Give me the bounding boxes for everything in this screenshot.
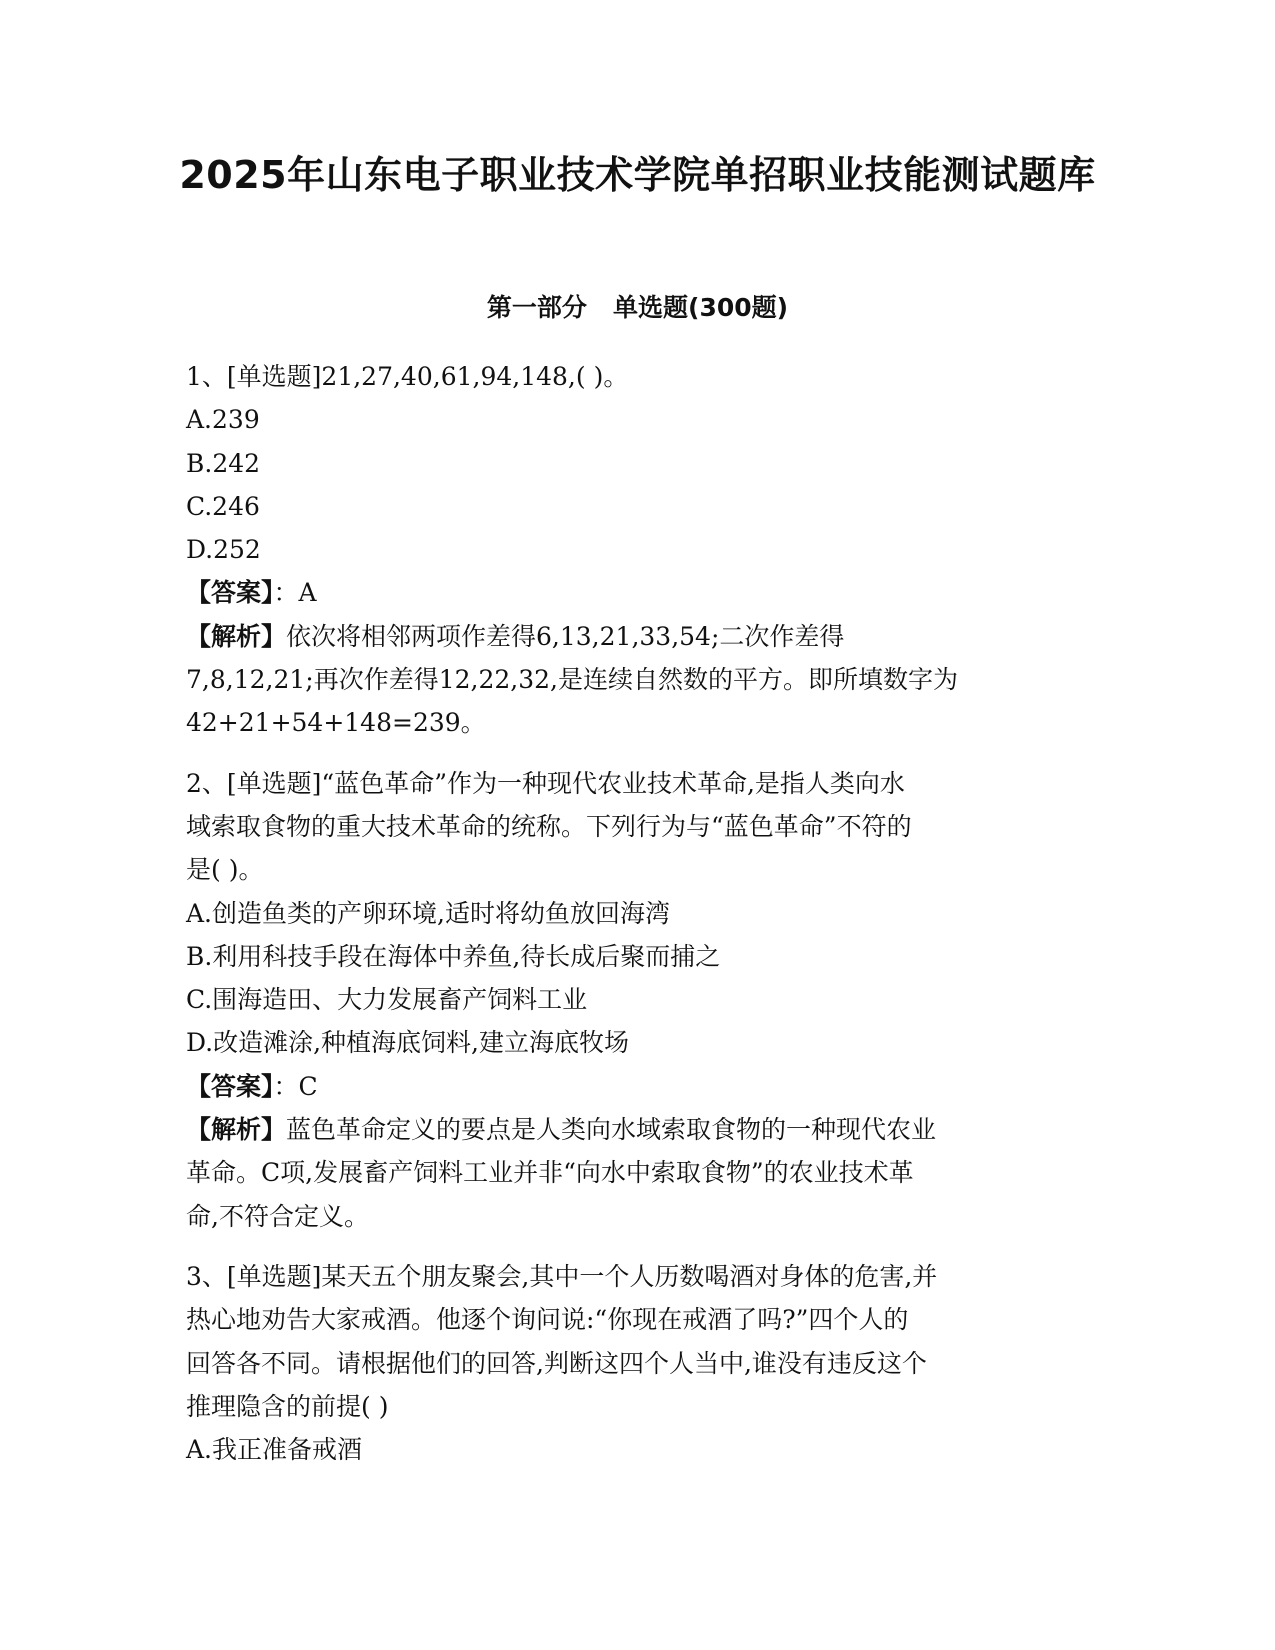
answer-label: 【答案】 bbox=[186, 578, 274, 608]
question-stem: 2、[单选题]“蓝色革命”作为一种现代农业技术革命,是指人类向水 bbox=[186, 768, 905, 798]
option-d: D.252 bbox=[186, 535, 261, 565]
answer-colon: ： bbox=[273, 578, 299, 608]
question-stem: 3、[单选题]某天五个朋友聚会,其中一个人历数喝酒对身体的危害,并 bbox=[186, 1261, 938, 1291]
document-title: 2025年山东电子职业技术学院单招职业技能测试题库 bbox=[179, 153, 1096, 197]
question-stem: 热心地劝告大家戒酒。他逐个询问说:“你现在戒酒了吗?”四个人的 bbox=[186, 1305, 909, 1335]
analysis-text: 命,不符合定义。 bbox=[186, 1201, 369, 1231]
question-stem: 1、[单选题]21,27,40,61,94,148,( )。 bbox=[186, 362, 629, 391]
analysis-text: 革命。C项,发展畜产饲料工业并非“向水中索取食物”的农业技术革 bbox=[186, 1158, 914, 1188]
question-stem: 是( )。 bbox=[186, 855, 264, 885]
analysis-text: 7,8,12,21;再次作差得12,22,32,是连续自然数的平方。即所填数字为 bbox=[186, 665, 958, 695]
analysis-text: 42+21+54+148=239。 bbox=[186, 708, 486, 738]
section-title: 第一部分 单选题(300题) bbox=[486, 293, 789, 322]
analysis-text: 依次将相邻两项作差得6,13,21,33,54;二次作差得 bbox=[286, 621, 845, 651]
option-c: C.围海造田、大力发展畜产饲料工业 bbox=[186, 985, 588, 1015]
question-2 bbox=[186, 762, 1086, 1238]
answer-value: C bbox=[298, 1071, 318, 1101]
answer-colon: ： bbox=[273, 1071, 299, 1101]
analysis-line bbox=[186, 1108, 1086, 1151]
question-stem: 域索取食物的重大技术革命的统称。下列行为与“蓝色革命”不符的 bbox=[186, 811, 912, 841]
answer-label: 【答案】 bbox=[186, 1071, 274, 1101]
question-stem: 回答各不同。请根据他们的回答,判断这四个人当中,谁没有违反这个 bbox=[186, 1348, 927, 1378]
option-a: A.239 bbox=[186, 405, 260, 435]
analysis-label: 【解析】 bbox=[186, 1115, 287, 1145]
question-stem: 推理隐含的前提( ) bbox=[186, 1391, 389, 1421]
option-d: D.改造滩涂,种植海底饲料,建立海底牧场 bbox=[186, 1028, 629, 1058]
answer-line bbox=[186, 571, 1086, 614]
option-a: A.我正准备戒酒 bbox=[186, 1435, 363, 1465]
option-b: B.利用科技手段在海体中养鱼,待长成后聚而捕之 bbox=[186, 941, 721, 971]
question-1 bbox=[186, 355, 1086, 745]
analysis-line bbox=[186, 615, 1086, 658]
analysis-label: 【解析】 bbox=[186, 621, 287, 651]
option-b: B.242 bbox=[186, 448, 261, 478]
question-3 bbox=[186, 1255, 1086, 1471]
question-list bbox=[186, 355, 1086, 1488]
answer-line bbox=[186, 1065, 1086, 1108]
option-c: C.246 bbox=[186, 491, 260, 521]
answer-value: A bbox=[298, 578, 317, 608]
analysis-text: 蓝色革命定义的要点是人类向水域索取食物的一种现代农业 bbox=[286, 1115, 937, 1145]
option-a: A.创造鱼类的产卵环境,适时将幼鱼放回海湾 bbox=[186, 898, 670, 928]
